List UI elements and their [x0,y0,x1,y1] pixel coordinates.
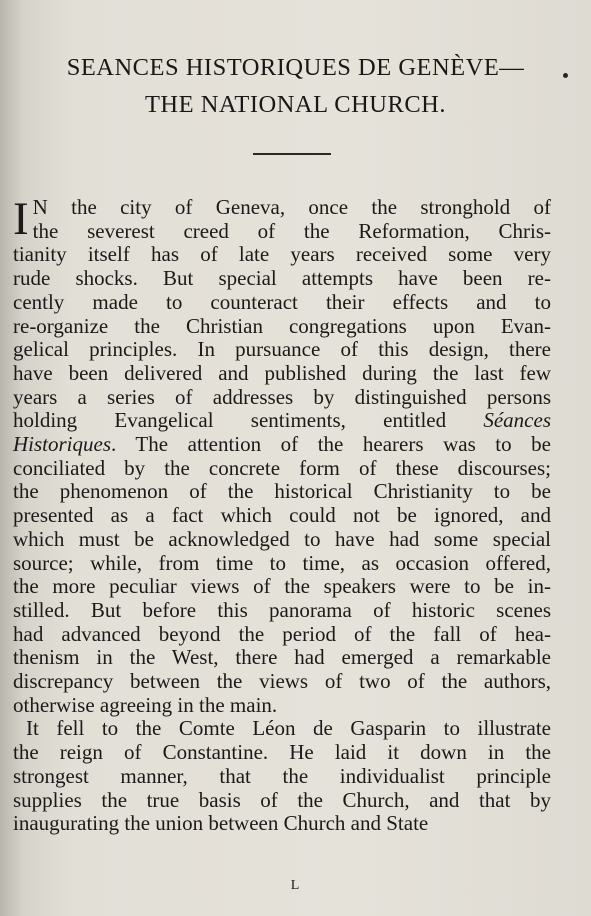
chapter-title-line-1: SEANCES HISTORIQUES DE GENÈVE— [66,54,525,81]
paragraph-1 [13,193,551,717]
chapter-title-line-2: THE NATIONAL CHURCH. [144,91,447,118]
text-line: strongest manner, that the individualist principle [13,763,551,788]
text-line: which must be acknowledged to have had some special [13,526,551,551]
text-line: inaugurating the union between Church and State [13,811,429,836]
text-line: had advanced beyond the period of the fall of hea- [13,621,551,646]
text-line: conciliated by the concrete form of these discourses; [13,455,551,480]
text-line: rude shocks. But special attempts have been re- [13,266,551,291]
text-line: thenism in the West, there had emerged a remarkable [13,645,551,670]
text-line: the reign of Constantine. He laid it down in the [13,740,551,765]
text-line: stilled. But before this panorama of historic scenes [13,597,551,622]
text-line: discrepancy between the views of two of the authors, [13,669,551,694]
text-line: presented as a fact which could not be ignored, and [13,503,551,528]
chapter-title [0,50,591,123]
text-line: have been delivered and published during the last few [13,360,551,385]
text-line: holding Evangelical sentiments, entitled Séances [13,408,551,433]
signature-mark: L [290,878,301,893]
body-text [13,193,551,836]
ink-speck [563,73,568,78]
text-line: It fell to the Comte Léon de Gasparin to illustrate [26,716,551,741]
title-rule [253,153,331,155]
paragraph-2 [13,717,551,836]
text-line: N the city of Geneva, once the stronghold of [32,195,551,219]
text-line: supplies the true basis of the Church, and that by [13,787,551,812]
text-line: years a series of addresses by distinguished persons [13,384,551,409]
text-line: the severest creed of the Reformation, Chris- [32,218,551,243]
drop-cap: I [13,193,29,245]
text-line: gelical principles. In pursuance of this design, there [13,337,551,362]
text-line: source; while, from time to time, as occasion offered, [13,550,551,575]
text-line: tianity itself has of late years received some very [13,242,551,267]
text-line: the phenomenon of the historical Christianity to be [13,479,551,504]
text-line: the more peculiar views of the speakers were to be in- [13,574,551,599]
text-line: otherwise agreeing in the main. [13,692,278,717]
text-line: cently made to counteract their effects and to [13,289,551,314]
text-line: Historiques. The attention of the hearers was to be [13,432,551,457]
text-line: re-organize the Christian congregations upon Evan- [13,313,551,338]
